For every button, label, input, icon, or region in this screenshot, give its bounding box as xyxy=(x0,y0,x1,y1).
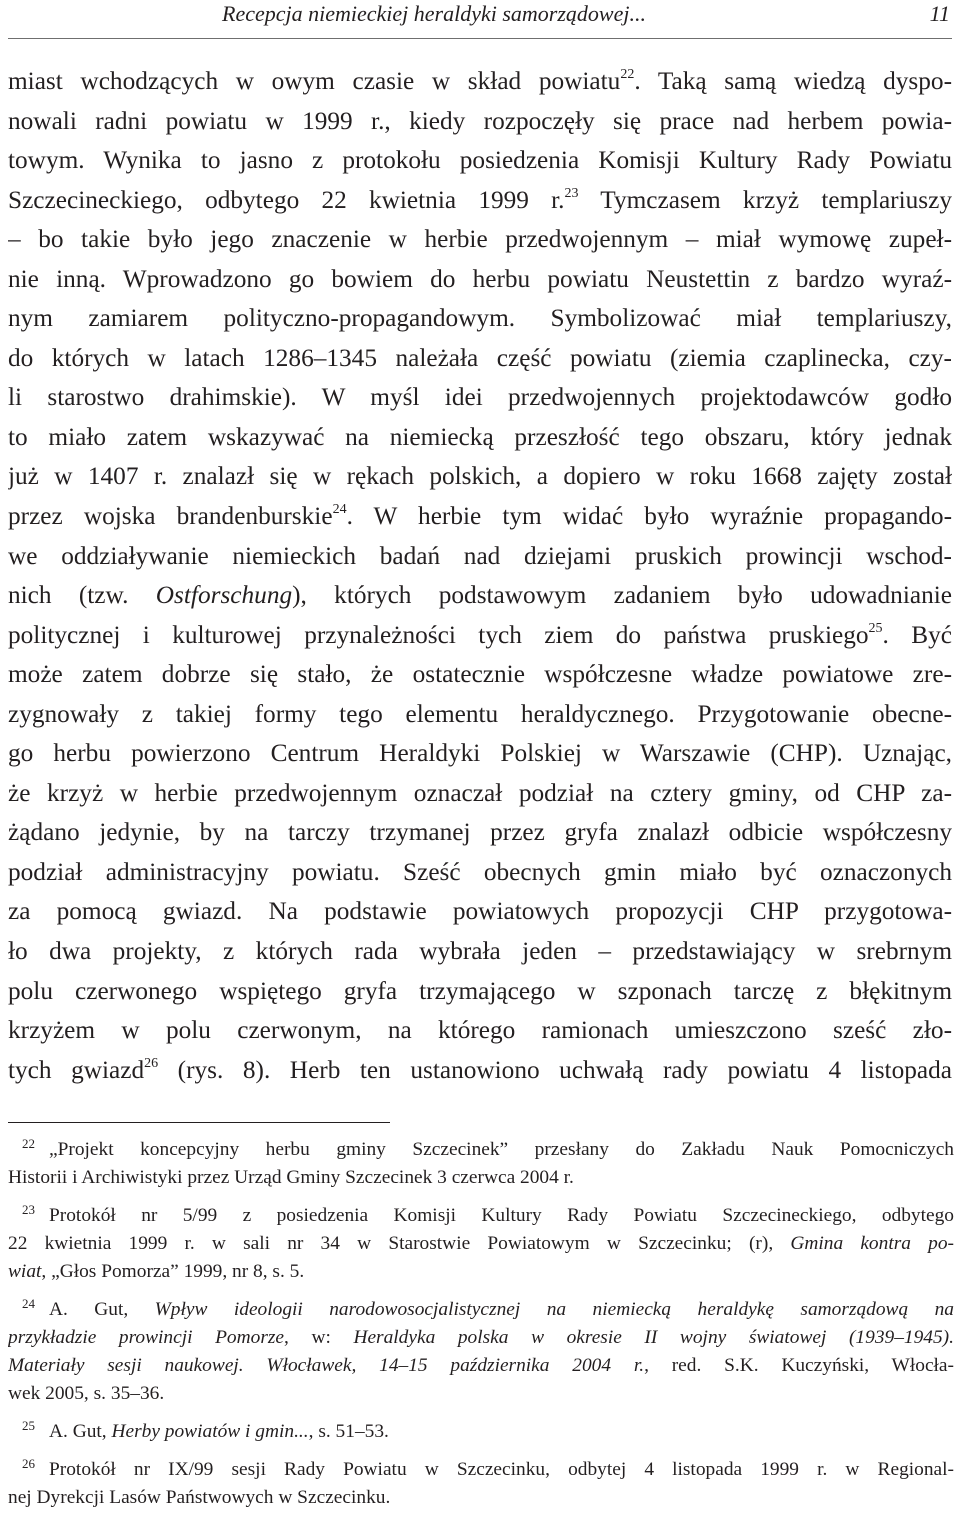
text-line: nym zamiarem polityczno-propagandowym. Symbolizować miał templariuszy, xyxy=(8,304,952,333)
text-line: nich (tzw. Ostforschung), których podstawowym zadaniem było udowadnianie xyxy=(8,581,952,610)
text-line: go herbu powierzono Centrum Heraldyki Polskiej w Warszawie (CHP). Uznając, xyxy=(8,739,952,768)
footnote-number: 24 xyxy=(22,1296,35,1311)
text-line: li starostwo drahimskie). W myśl idei przedwojennych projektodawców godło xyxy=(8,383,952,412)
text-line: do których w latach 1286–1345 należała część powiatu (ziemia czaplinecka, czy- xyxy=(8,343,952,372)
text-line: miast wchodzących w owym czasie w skład powiatu$^{22}$. Taką samą wiedzą dyspo- xyxy=(8,67,952,95)
running-header xyxy=(8,0,952,32)
text-line: nowali radni powiatu w 1999 r., kiedy rozpoczęły się prace nad herbem powia- xyxy=(8,106,952,135)
footnote-line: 22 kwietnia 1999 r. w sali nr 34 w Starostwie Powiatowym w Szczecinku; (r), Gmina kontra po- xyxy=(8,1233,954,1254)
text-line: że krzyż w herbie przedwojennym oznaczał podział na cztery gminy, od CHP za- xyxy=(8,778,952,807)
page-number: 11 xyxy=(929,1,950,26)
footnote-line: Materiały sesji naukowej. Włocławek, 14–15 października 2004 r., red. S.K. Kuczyński, Włocła- xyxy=(8,1355,954,1376)
running-title: Recepcja niemieckiej heraldyki samorządowej... xyxy=(222,1,646,26)
footnote-24 xyxy=(8,1296,954,1408)
footnote-line: $^{25}$ A. Gut, Herby powiatów i gmin..., s. 51–53. xyxy=(22,1418,389,1442)
text-line: – bo takie było jego znaczenie w herbie przedwojennym – miał wymowę zupeł- xyxy=(8,225,952,254)
footnote-line: wiat, „Głos Pomorza” 1999, nr 8, s. 5. xyxy=(8,1261,305,1282)
text-line: tych gwiazd$^{26}$ (rys. 8). Herb ten ustanowiono uchwałą rady powiatu 4 listopada xyxy=(8,1055,952,1084)
footnote-ref[interactable]: 22 xyxy=(620,67,635,82)
text-line: polu czerwonego wspiętego gryfa trzymającego w szponach tarczę z błękitnym xyxy=(8,976,952,1005)
footnote-22 xyxy=(8,1136,954,1192)
footnote-line: Historii i Archiwistyki przez Urząd Gminy Szczecinek 3 czerwca 2004 r. xyxy=(8,1167,574,1188)
footnote-line: przykładzie prowincji Pomorze, w: Heraldyka polska w okresie II wojny światowej (1939–1945). xyxy=(8,1327,954,1348)
header-divider xyxy=(8,38,952,39)
text-line: politycznej i kulturowej przynależności tych ziem do państwa pruskiego$^{25}$. Być xyxy=(8,620,952,649)
footnote-line: $^{22}$ „Projekt koncepcyjny herbu gminy Szczecinek” przesłany do Zakładu Nauk Pomocniczych xyxy=(22,1136,954,1160)
footnotes xyxy=(8,1136,954,1522)
text-line: to miało zatem wskazywać na niemiecką przeszłość tego obszaru, który jednak xyxy=(8,422,952,451)
footnote-23 xyxy=(8,1202,954,1286)
footnote-26 xyxy=(8,1456,954,1512)
footnote-ref[interactable]: 26 xyxy=(144,1055,159,1071)
text-line: żądano jedynie, by na tarczy trzymanej przez gryfa znalazł odbicie współczesny xyxy=(8,818,952,847)
text-line: towym. Wynika to jasno z protokołu posiedzenia Komisji Kultury Rady Powiatu xyxy=(8,146,952,175)
text-line: może zatem dobrze się stało, że ostatecznie współczesne władze powiatowe zre- xyxy=(8,660,952,689)
body-text xyxy=(8,62,952,1090)
text-line: zygnowały z takiej formy tego elementu heraldycznego. Przygotowanie obecne- xyxy=(8,699,952,728)
text-line: krzyżem w polu czerwonym, na którego ramionach umieszczono sześć zło- xyxy=(8,1016,952,1045)
footnote-number: 26 xyxy=(22,1456,35,1471)
text-line: już w 1407 r. znalazł się w rękach polskich, a dopiero w roku 1668 zajęty został xyxy=(8,462,952,491)
text-line: podział administracyjny powiatu. Sześć obecnych gmin miało być oznaczonych xyxy=(8,857,952,886)
footnote-line: $^{26}$ Protokół nr IX/99 sesji Rady Powiatu w Szczecinku, odbytej 4 listopada 1999 r. w Regional- xyxy=(22,1456,954,1480)
footnote-line: $^{24}$ A. Gut, Wpływ ideologii narodowosocjalistycznej na niemiecką heraldykę samorządową na xyxy=(22,1296,954,1320)
italic-term: Ostforschung xyxy=(155,581,293,610)
footnote-ref[interactable]: 23 xyxy=(564,185,579,201)
footnote-line: wek 2005, s. 35–36. xyxy=(8,1383,165,1404)
footnote-number: 23 xyxy=(22,1202,35,1217)
footnote-number: 25 xyxy=(22,1418,35,1433)
text-line: we oddziaływanie niemieckich badań nad dziejami pruskich prowincji wschod- xyxy=(8,541,952,570)
text-line: przez wojska brandenburskie$^{24}$. W herbie tym widać było wyraźnie propagando- xyxy=(8,502,952,531)
footnote-line: nej Dyrekcji Lasów Państwowych w Szczecinku. xyxy=(8,1487,391,1508)
text-line: ło dwa projekty, z których rada wybrała jeden – przedstawiający w srebrnym xyxy=(8,937,952,966)
footnote-line: $^{23}$ Protokół nr 5/99 z posiedzenia Komisji Kultury Rady Powiatu Szczecineckiego, odbytego xyxy=(22,1202,954,1226)
text-line: Szczecineckiego, odbytego 22 kwietnia 1999 r.$^{23}$ Tymczasem krzyż templariuszy xyxy=(8,185,952,214)
text-line: nie inną. Wprowadzono go bowiem do herbu powiatu Neustettin z bardzo wyraź- xyxy=(8,264,952,293)
footnote-divider xyxy=(8,1122,390,1123)
footnote-ref[interactable]: 25 xyxy=(868,620,883,636)
footnote-25 xyxy=(8,1418,954,1446)
footnote-ref[interactable]: 24 xyxy=(332,502,347,518)
footnote-number: 22 xyxy=(22,1136,35,1151)
text-line: za pomocą gwiazd. Na podstawie powiatowych propozycji CHP przygotowa- xyxy=(8,897,952,926)
